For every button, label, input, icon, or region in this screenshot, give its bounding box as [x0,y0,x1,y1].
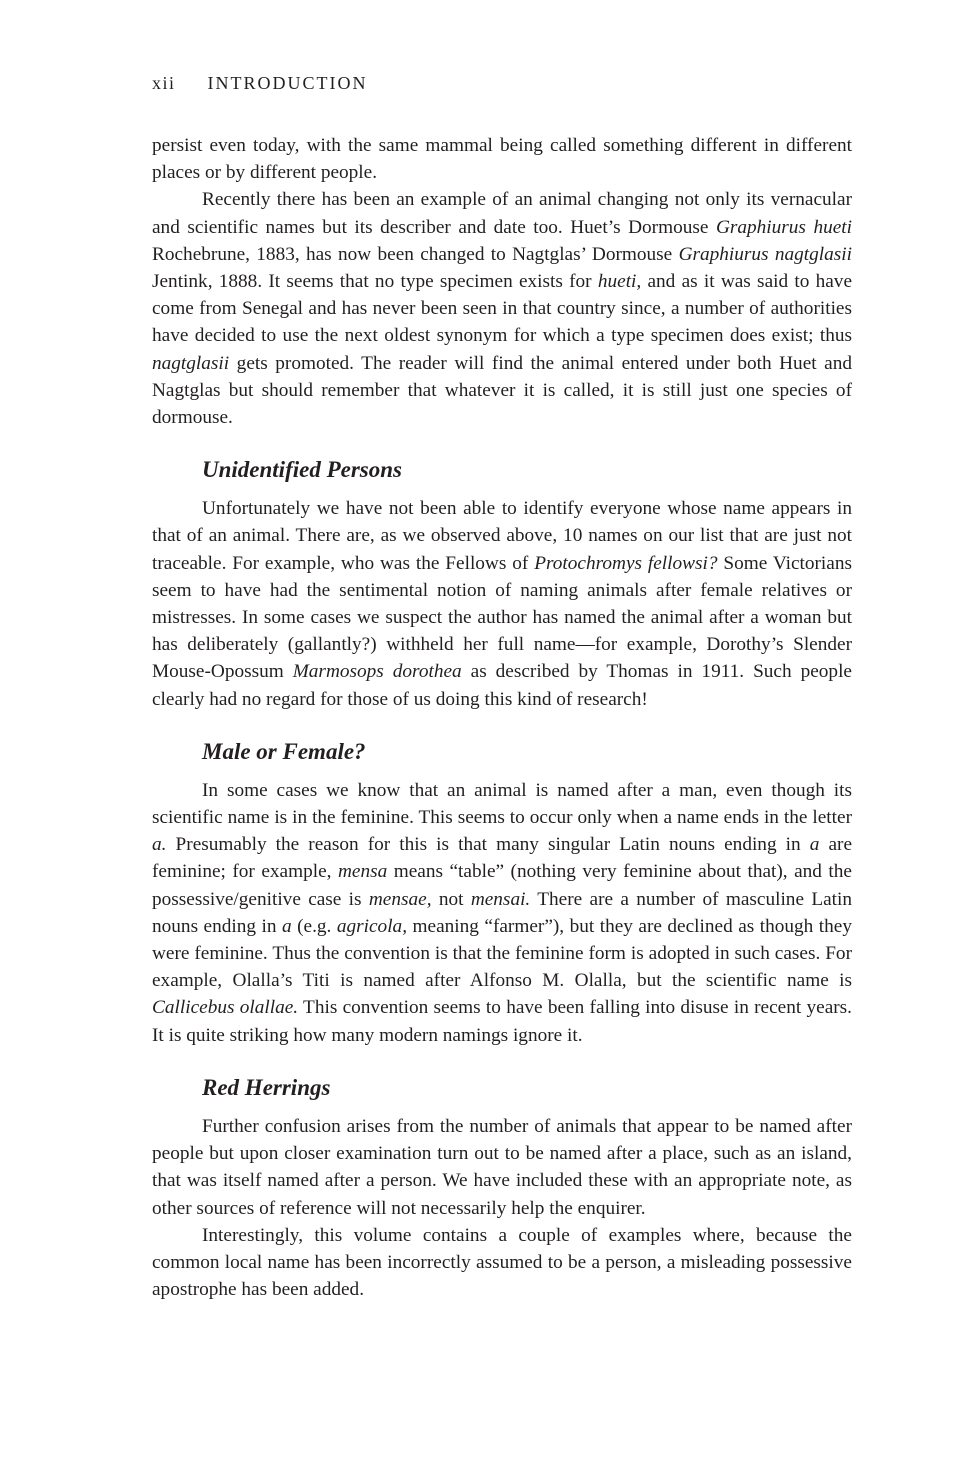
heading-male-or-female: Male or Female? [202,738,366,764]
italic-term: nagtglasii [152,352,230,374]
italic-term: Protochromys fellowsi? [534,552,718,574]
italic-term: mensa [337,861,388,883]
paragraph-continued: persist even today, with the same mammal being called something different in different places or by different people. [152,135,852,184]
book-page [152,70,852,1303]
text-run: Jentink, 1888. It seems that no type specimen exists for [152,271,598,293]
running-head [152,70,852,96]
italic-term: Graphiurus nagtglasii [678,243,853,265]
text-run: as described by Thomas in 1911. Such people clearly had no regard for those of us doing this kind of research! [152,661,852,710]
italic-term: mensae, [368,888,432,910]
page-number: xii [152,73,176,93]
italic-term: Graphiurus hueti [715,216,852,238]
italic-term: Marmosops dorothea [292,661,462,683]
paragraph-red-herrings-2 [152,1222,852,1304]
paragraph-red-herrings-1 [152,1113,852,1222]
italic-term: agricola, [336,915,408,937]
italic-term: mensai. [470,888,531,910]
italic-term: a. [152,834,167,856]
text-run: Interestingly, this volume contains a couple of examples where, because the common local name has been incorrectly assumed to be a person, a misleading possessive apostrophe has been added. [152,1224,852,1301]
text-run: (e.g. [291,915,337,937]
text-run: Rochebrune, 1883, has now been changed to Nagtglas’ Dormouse [152,243,679,265]
heading-unidentified-persons: Unidentified Persons [202,457,402,483]
text-run: meaning “farmer”), but they are declined as though they were feminine. Thus the convention is that the feminine form is adopted in such cases. For example, Olalla’s Titi is named after Alfonso M. Olalla, but the scientific name is [152,915,852,992]
text-run: Unfortunately we have not been able to identify everyone whose name appears in that of an animal. There are, as we observed above, 10 names on our list that are just not traceable. For example, who was the Fellows of [152,498,852,574]
text-run: Further confusion arises from the number of animals that appear to be named after people but upon closer examination turn out to be named after a place, such as an island, that was itself named after a person. We have included these with an appropriate note, as other sources of reference will not necessarily help the enquirer. [152,1115,852,1219]
text-run: not [431,888,471,910]
italic-term: a [809,834,820,856]
text-run: gets promoted. The reader will find the animal entered under both Huet and Nagtglas but should remember that whatever it is called, it is still just one species of dormouse. [152,352,852,429]
heading-red-herrings: Red Herrings [202,1074,331,1100]
paragraph-unidentified-persons [152,495,852,713]
text-run: Recently there has been an example of an animal changing not only its vernacular and scientific names but its describer and date too. Huet’s Dormouse [152,189,852,238]
paragraph-dormouse-example [152,186,852,431]
italic-term: Callicebus olallae. [152,997,299,1019]
text-run: and as it was said to have come from Senegal and has never been seen in that country since, a number of authorities have decided to use the next oldest synonym for which a type specimen does exist; thus [152,271,853,347]
text-run: In some cases we know that an animal is named after a man, even though its scientific name is in the feminine. This seems to occur only when a name ends in the letter [152,779,852,829]
text-run: means “table” (nothing very feminine about that), and the possessive/genitive case is [152,861,852,910]
text-run: Presumably the reason for this is that many singular Latin nouns ending in [166,834,810,856]
paragraph-male-or-female [152,777,852,1049]
text-run: There are a number of masculine Latin nouns ending in [152,888,853,937]
text-run: Some Victorians seem to have had the sentimental notion of naming animals after female relatives or mistresses. In some cases we suspect the author has named the animal after a woman but has deliberately (gallantly?) withheld her full name—for example, Dorothy’s Slender Mouse-Opossum [152,552,852,683]
text-run: This convention seems to have been falling into disuse in recent years. It is quite striking how many modern namings ignore it. [152,997,852,1046]
italic-term: a [281,915,292,937]
italic-term: hueti, [597,271,642,293]
text-run: are feminine; for example, [152,834,853,883]
chapter-title: INTRODUCTION [207,73,368,93]
